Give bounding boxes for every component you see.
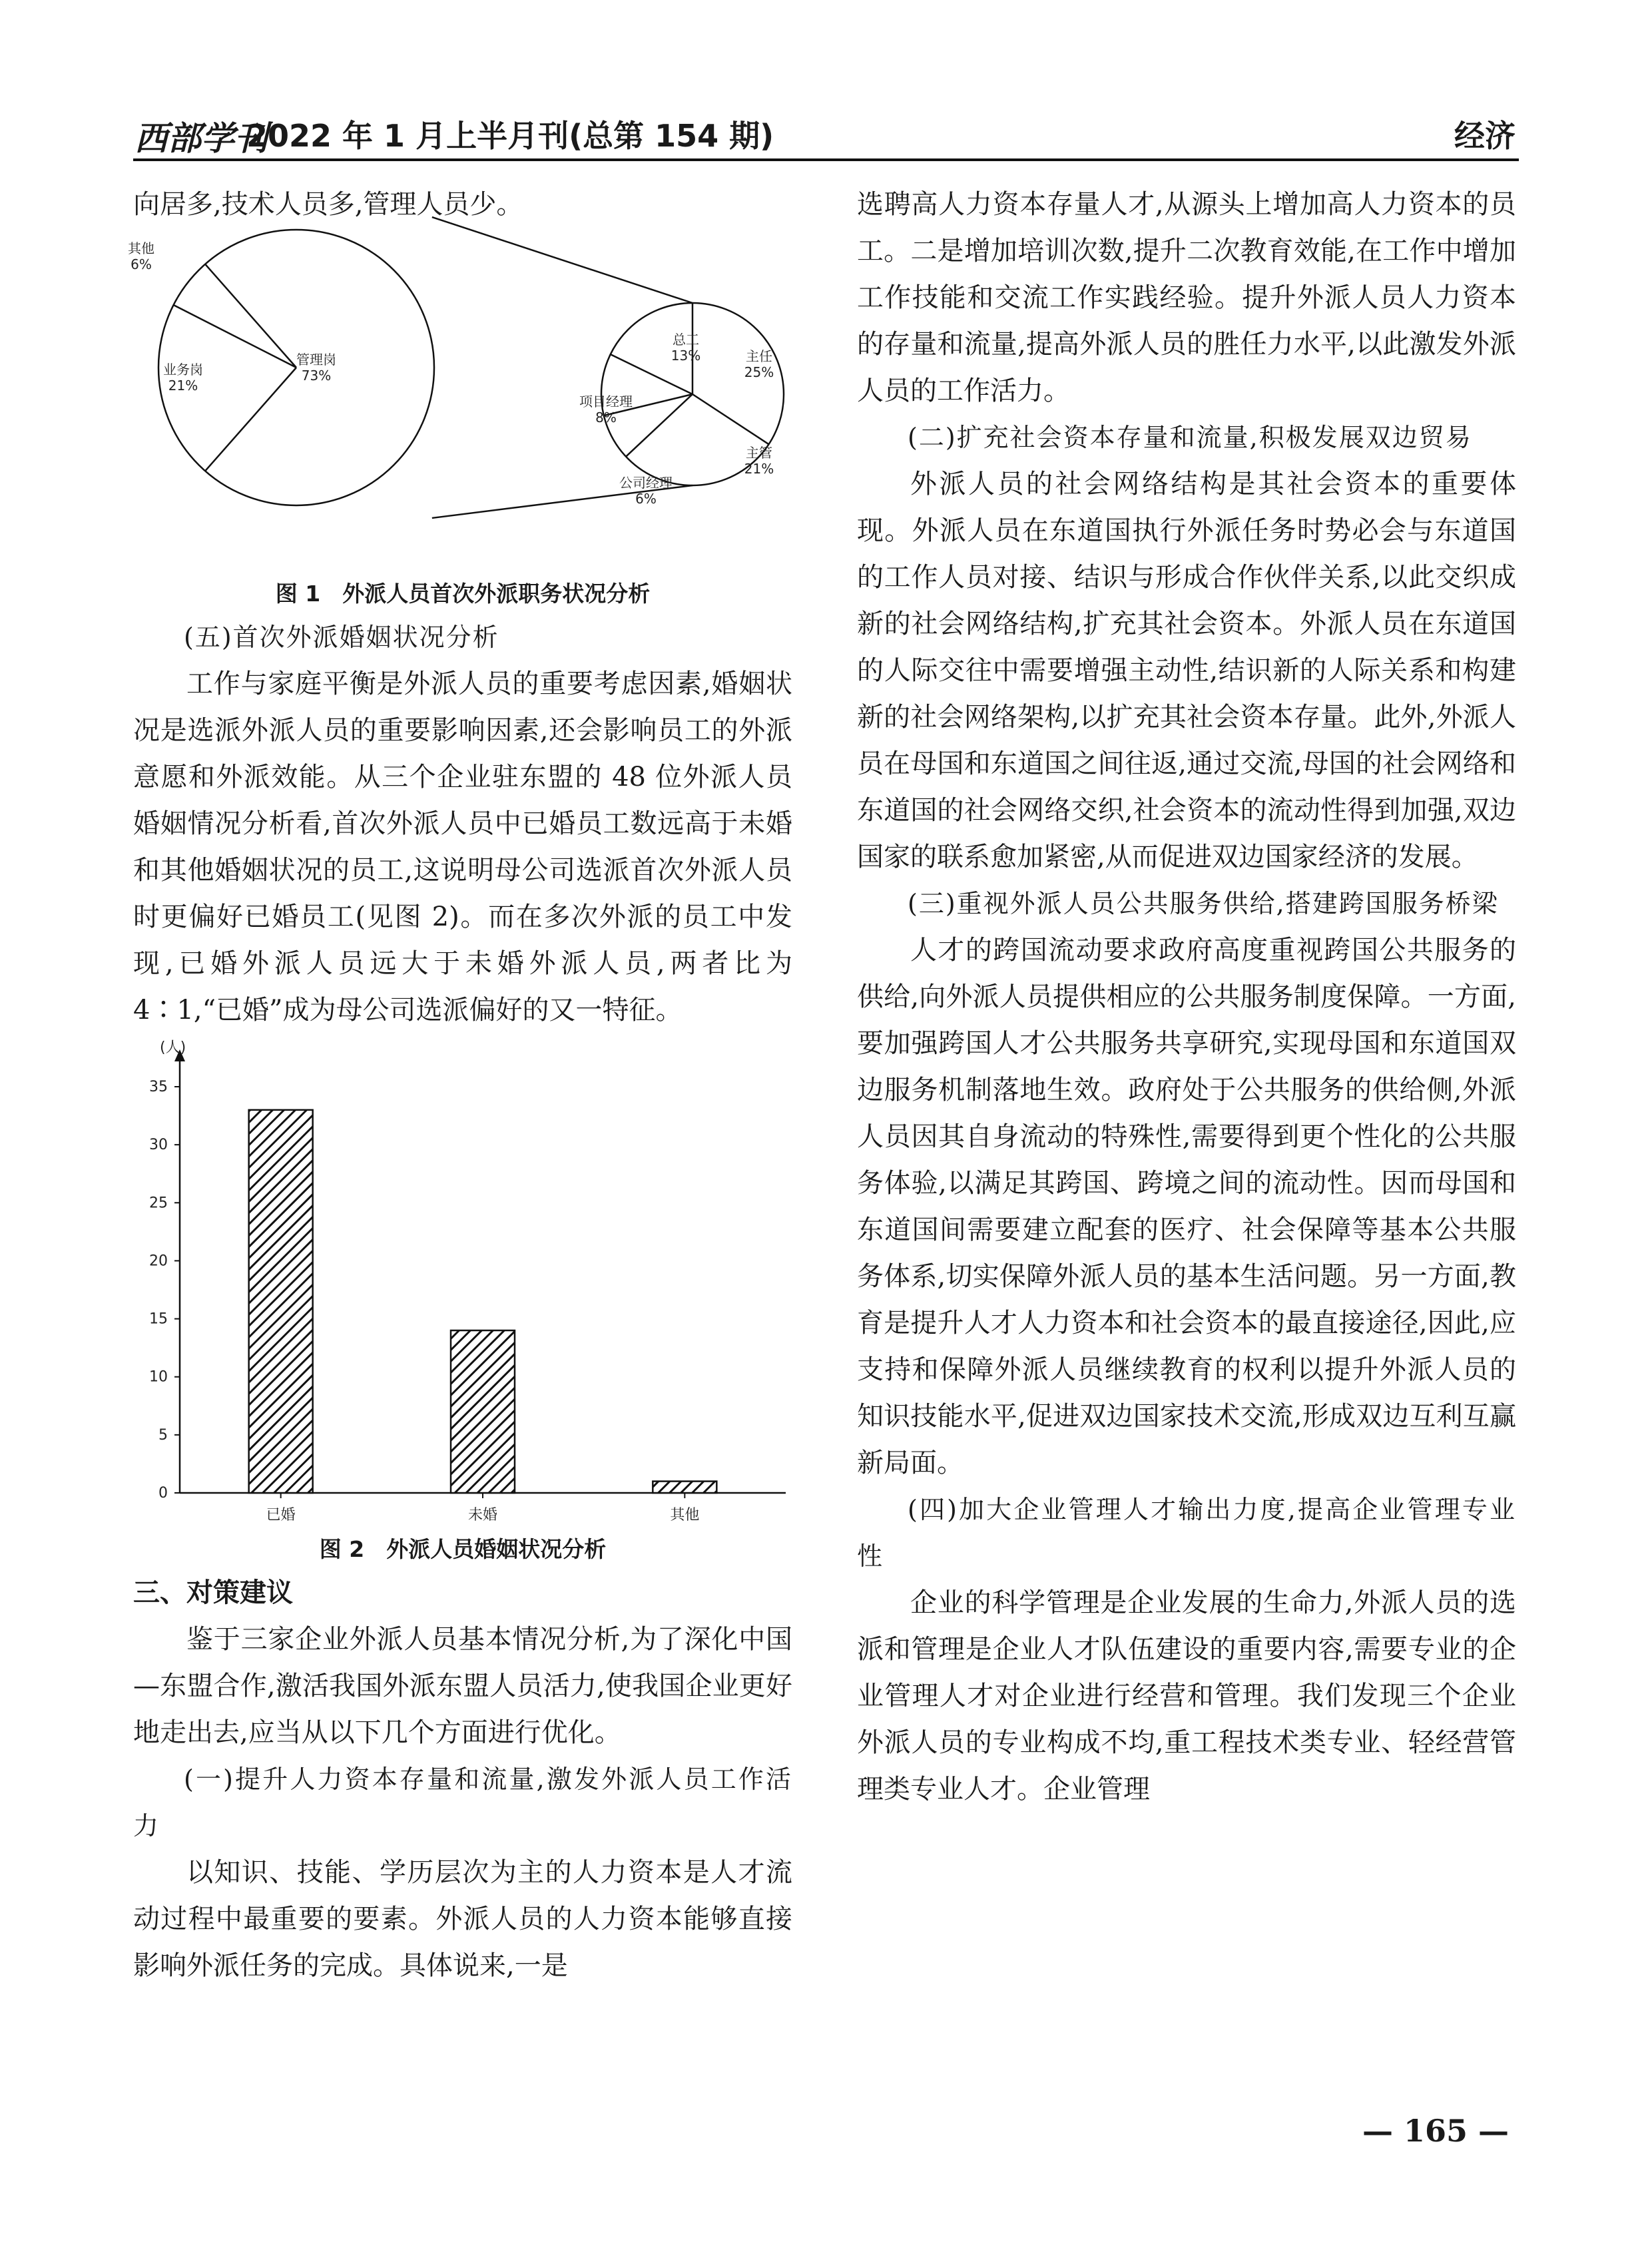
subsection-4-heading: (四)加大企业管理人才输出力度,提高企业管理专业性 [857,1495,1516,1571]
left-paragraph-4: 以知识、技能、学历层次为主的人力资本是人才流动过程中最重要的要素。外派人员的人力资本能够直接影响外派任务的完成。具体说来,一是 [133,1857,792,1981]
subsection-2-heading: (二)扩充社会资本存量和流量,积极发展双边贸易 [908,423,1472,452]
figure-1-caption: 图 1 外派人员首次外派职务状况分析 [275,581,651,607]
right-paragraph-3: 人才的跨国流动要求政府高度重视跨国公共服务的供给,向外派人员提供相应的公共服务制度保障。一方面,要加强跨国人才公共服务共享研究,实现母国和东道国双边服务机制落地生效。政府处于公共服务的供给侧,外派人员因其自身流动的特殊性,需要得到更个性化的公共服务体验,以满足其跨国、跨境之间的流动性。因而母国和东道国间需要建立配套的医疗、社会保障等基本公共服务体系,切实保障外派人员的基本生活问题。另一方面,教育是提升人才人力资本和社会资本的最直接途径,因此,应支持和保障外派人员继续教育的权利以提升外派人员的知识技能水平,促进双边国家技术交流,形成双边互利互赢新局面。 [857,935,1516,1478]
detail-slice-label-3: 项目经理 [579,394,633,410]
detail-slice-value-1: 21% [744,461,774,477]
figure-2 [133,1033,792,1530]
bar-2 [653,1482,716,1493]
main-slice-label-1: 业务岗 [163,362,203,378]
pie-of-pie-chart [128,228,792,574]
issue-label: 2022 年 1 月上半月刊(总第 154 期) [246,118,774,154]
right-column [857,181,1516,1813]
bar-1 [451,1330,515,1493]
detail-slice-value-4: 13% [671,348,701,364]
right-paragraph-2: 外派人员的社会网络结构是其社会资本的重要体现。外派人员在东道国执行外派任务时势必会与东道国的工作人员对接、结识与形成合作伙伴关系,以此交织成新的社会网络结构,扩充其社会资本。外派人员在东道国的人际交往中需要增强主动性,结识新的人际关系和构建新的社会网络架构,以扩充其社会资本存量。此外,外派人员在母国和东道国之间往返,通过交流,母国的社会网络和东道国的社会网络交织,社会资本的流动性得到加强,双边国家的联系愈加紧密,从而促进双边国家经济的发展。 [857,469,1516,872]
y-tick-label-4: 20 [149,1253,168,1270]
bar-0 [249,1110,313,1493]
main-slice-edge-0 [205,264,296,368]
detail-slice-label-1: 主管 [746,445,772,461]
detail-slice-label-0: 主任 [746,348,772,364]
journal-logo: 西部学刊 [135,119,268,158]
left-paragraph-1: 向居多,技术人员多,管理人员少。 [133,189,523,220]
detail-slice-value-3: 8% [595,410,617,425]
x-tick-label-0: 已婚 [266,1507,296,1524]
section-label: 经济 [1454,118,1515,154]
figure-2-caption: 图 2 外派人员婚姻状况分析 [319,1536,607,1562]
connector-line-top [432,217,692,303]
y-tick-label-2: 10 [149,1368,168,1386]
detail-slice-value-2: 6% [635,491,657,507]
y-tick-label-3: 15 [149,1310,168,1328]
right-paragraph-4: 企业的科学管理是企业发展的生命力,外派人员的选派和管理是企业人才队伍建设的重要内容,需要专业的企业管理人才对企业进行经营和管理。我们发现三个企业外派人员的专业构成不均,重工程技术类专业、轻经营管理类专业人才。企业管理 [857,1587,1516,1805]
header-rule [133,158,1519,161]
page-number: — 165 — [1362,2113,1509,2149]
subsection-1-heading: (一)提升人力资本存量和流量,激发外派人员工作活力 [133,1765,792,1840]
right-paragraph-1: 选聘高人力资本存量人才,从源头上增加高人力资本的员工。二是增加培训次数,提升二次教育效能,在工作中增加工作技能和交流工作实践经验。提升外派人员人力资本的存量和流量,提高外派人员的胜任力水平,以此激发外派人员的工作活力。 [857,189,1516,406]
detail-slice-label-2: 公司经理 [619,475,673,491]
y-axis-label: (人) [160,1039,186,1056]
subsection-3-heading: (三)重视外派人员公共服务供给,搭建跨国服务桥梁 [908,889,1499,918]
y-tick-label-6: 30 [149,1137,168,1154]
main-slice-value-1: 21% [168,378,198,394]
x-tick-label-1: 未婚 [467,1507,498,1524]
main-slice-value-0: 73% [301,368,332,384]
section-5-heading: (五)首次外派婚姻状况分析 [184,623,499,652]
left-paragraph-2: 工作与家庭平衡是外派人员的重要考虑因素,婚姻状况是选派外派人员的重要影响因素,还会影响员工的外派意愿和外派效能。从三个企业驻东盟的 48 位外派人员婚姻情况分析看,首次外派人员中已婚员工数远高于未婚和其他婚姻状况的员工,这说明母公司选派首次外派人员时更偏好已婚员工(见图 2)。而在多次外派的员工中发现,已婚外派人员远大于未婚外派人员,两者比为 4∶1,“已婚”成为母公司选派偏好的又一特征。 [133,669,792,1025]
detail-slice-edge-2 [626,394,692,457]
main-slice-label-2: 其他 [128,240,154,256]
left-column [128,181,792,1989]
left-paragraph-3: 鉴于三家企业外派人员基本情况分析,为了深化中国—东盟合作,激活我国外派东盟人员活力,使我国企业更好地走出去,应当从以下几个方面进行优化。 [133,1624,792,1748]
x-tick-label-2: 其他 [670,1507,700,1524]
y-tick-label-1: 5 [158,1426,168,1444]
main-slice-label-0: 管理岗 [296,352,336,368]
detail-slice-label-4: 总工 [673,332,699,348]
main-slice-value-2: 6% [131,256,152,272]
detail-slice-edge-1 [692,394,769,444]
main-slice-edge-2 [174,305,296,368]
figure-1 [128,228,792,574]
y-tick-label-5: 25 [149,1195,168,1212]
bar-chart [133,1033,792,1530]
section-3-heading: 三、对策建议 [133,1577,293,1608]
main-slice-edge-1 [205,368,296,471]
detail-slice-value-0: 25% [744,364,774,380]
y-tick-label-0: 0 [158,1485,168,1502]
y-tick-label-7: 35 [149,1079,168,1095]
